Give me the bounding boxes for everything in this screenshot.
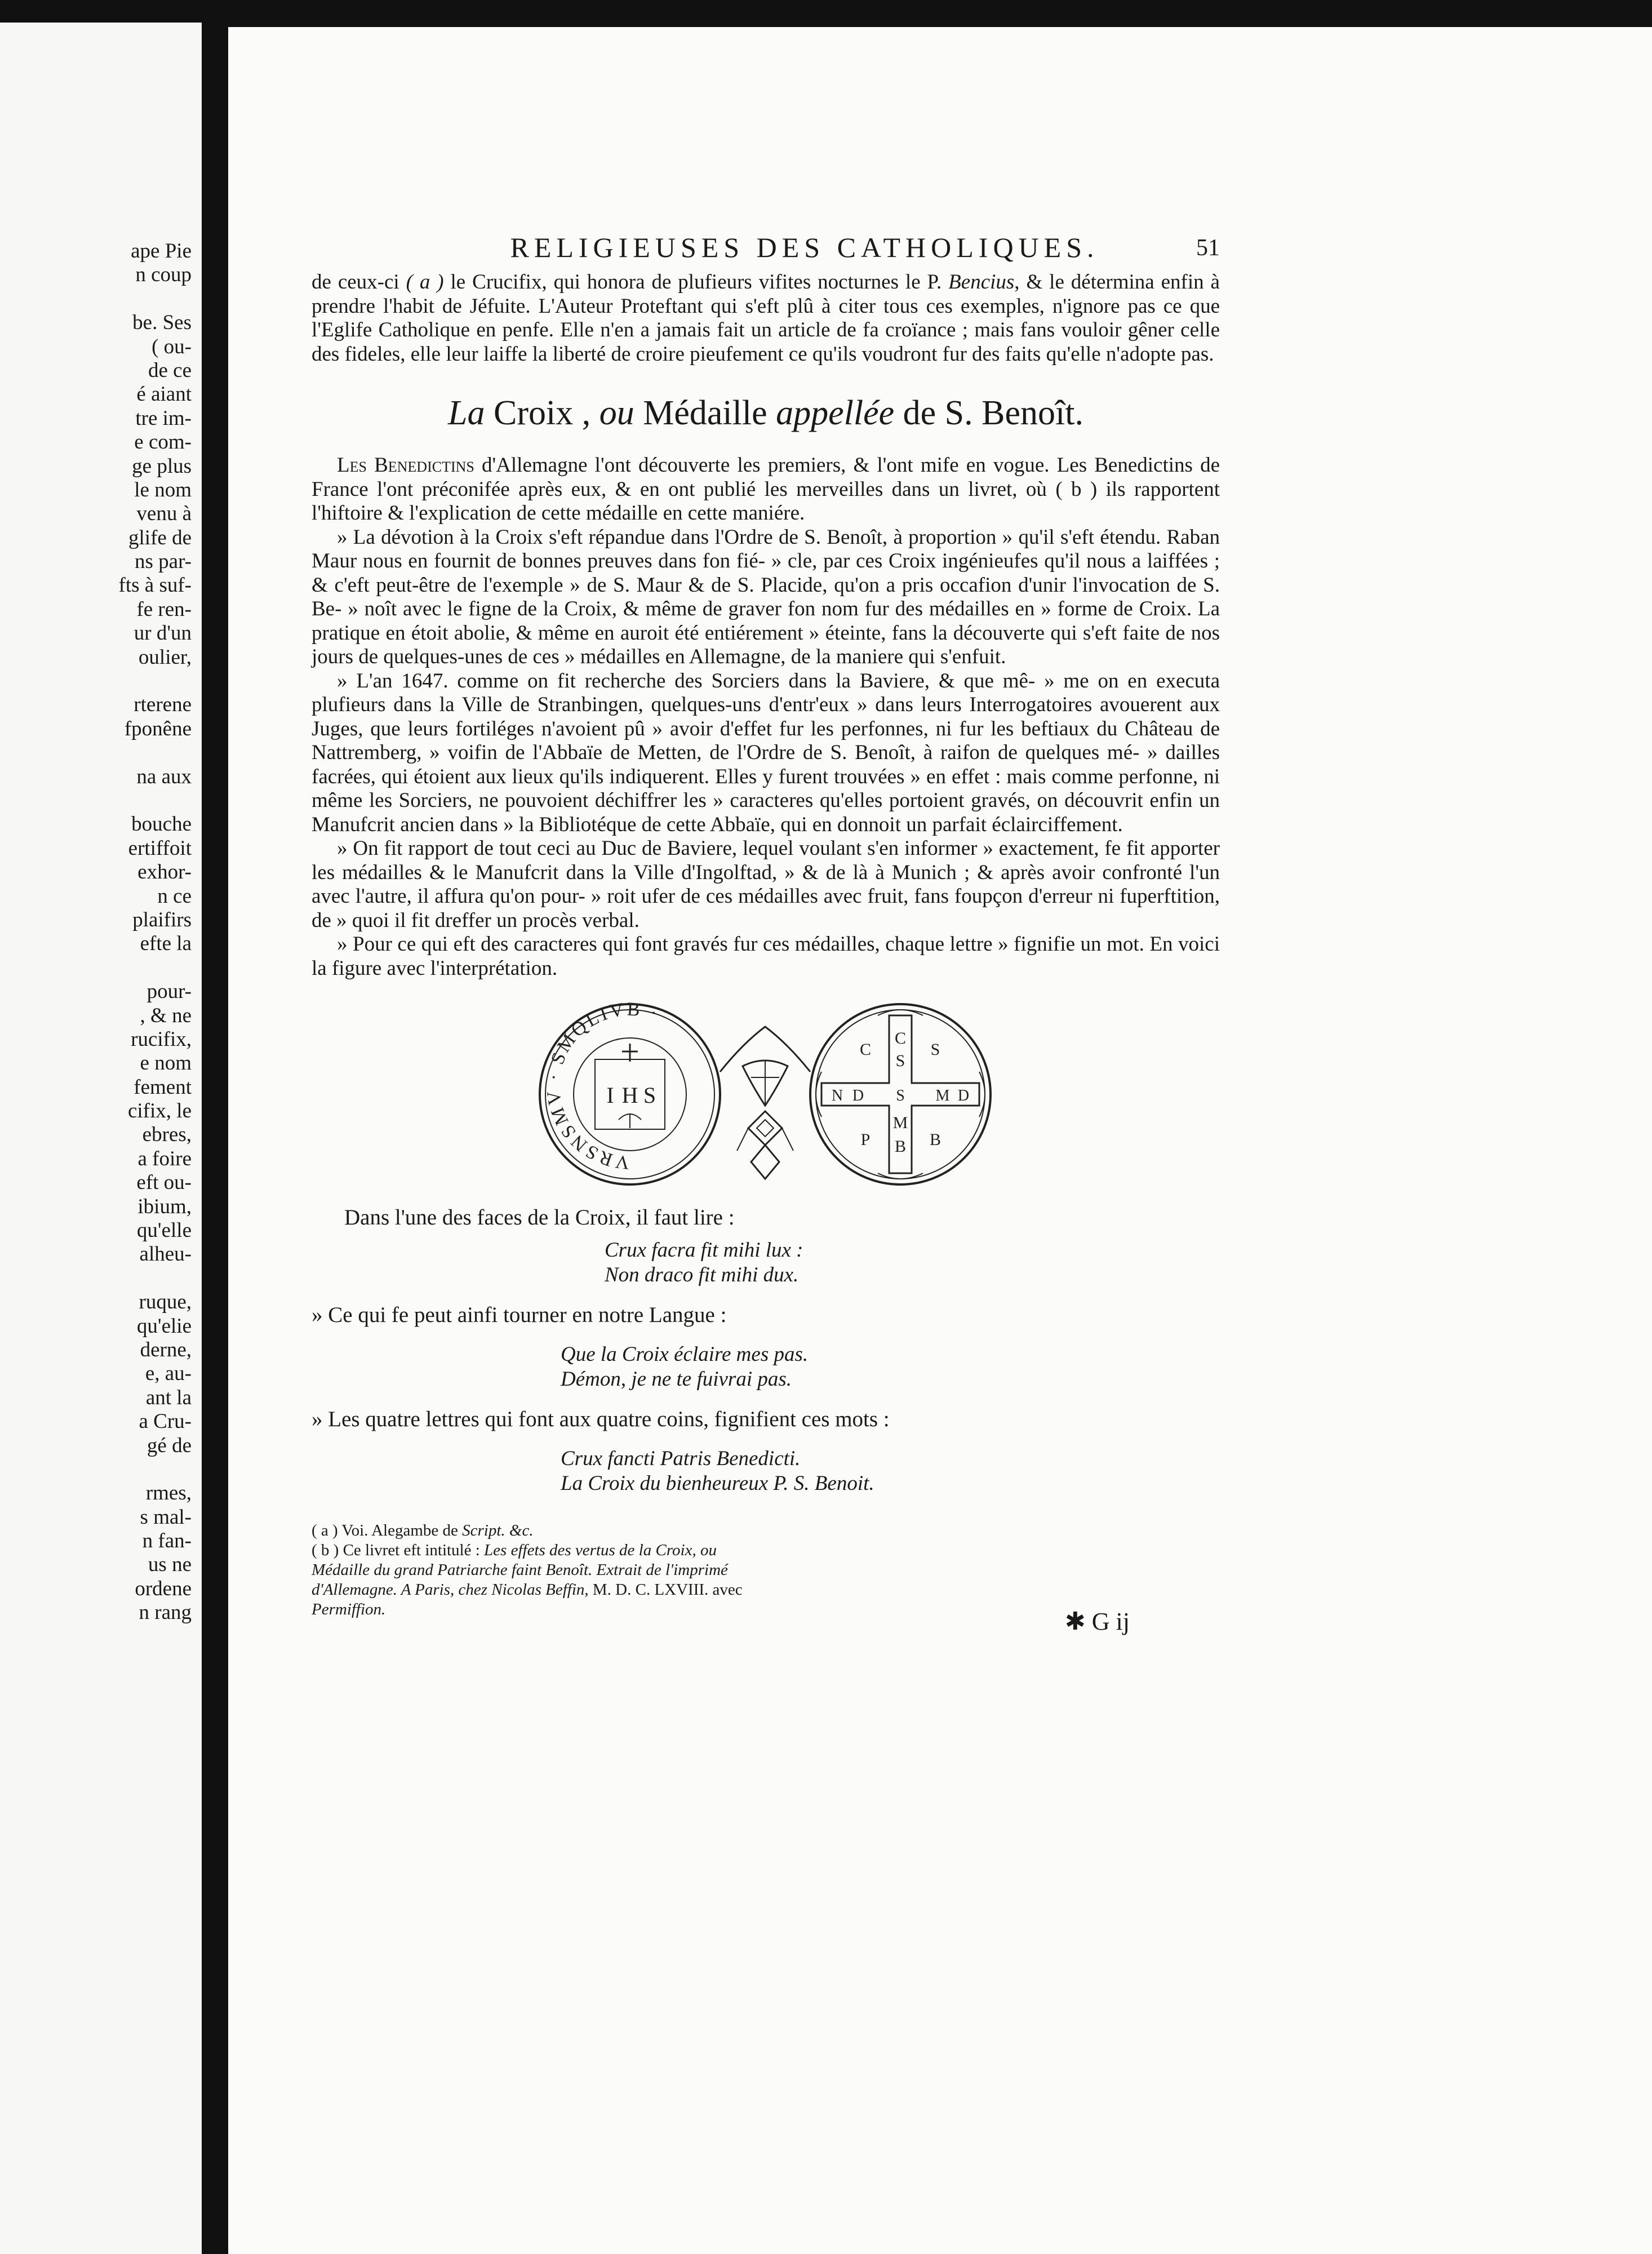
left-page-fragment: fement: [134, 1075, 192, 1099]
left-page-fragment: rucifix,: [131, 1027, 192, 1051]
left-page-fragment: fponêne: [124, 717, 192, 740]
paragraph-1-text: d'Allemagne l'ont découverte les premiers, & l'ont mife en vogue. Les Benedictins de France l'ont préconifée après eux, & en ont publié les merveilles dans un livret, où ( b ) ils rapportent l'hiftoire & l'explication de cette médaille en cette maniére.: [312, 454, 1220, 525]
footnote-b-permission: Permiffion.: [312, 1600, 386, 1618]
left-page-fragment: [11, 956, 192, 980]
front-rim-inscription: VRSNSMV · SMQLIVB ·: [543, 999, 663, 1173]
left-page-fragment: , & ne: [140, 1004, 192, 1027]
front-letter-h: H: [621, 1082, 638, 1108]
left-page-fragment: [11, 1458, 192, 1481]
back-bar-letter-3: S: [896, 1087, 905, 1104]
left-page-fragment: ebres,: [142, 1123, 192, 1147]
back-bar-letter-4: M: [935, 1087, 950, 1104]
section-title: [312, 393, 1220, 433]
left-page-fragment: n coup: [135, 263, 192, 287]
reading-intro-2: » Ce qui fe peut ainfi tourner en notre Langue :: [312, 1303, 727, 1327]
left-page-fragment: [11, 287, 192, 311]
left-page-fragment: s mal-: [140, 1505, 192, 1529]
left-page-fragment: ge plus: [132, 454, 192, 478]
paragraph-benedictins: [312, 454, 1220, 526]
left-page-fragment: n ce: [157, 884, 192, 908]
back-cross-letter-4: M: [892, 1113, 908, 1132]
footnotes: [312, 1521, 1220, 1635]
left-page-fragment: ordene: [135, 1577, 192, 1600]
left-page-fragment: efte la: [140, 932, 192, 956]
left-page-fragment: ant la: [145, 1386, 192, 1409]
left-page-fragment: n fan-: [142, 1529, 192, 1553]
page-content: [312, 231, 1220, 1635]
left-page-text-fragments: [11, 239, 192, 1625]
signature-mark: ✱ G ij: [1064, 1608, 1130, 1635]
back-corner-b: B: [929, 1130, 942, 1149]
left-page-fragment: glife de: [128, 526, 192, 549]
left-page-fragment: exhor-: [137, 860, 192, 884]
left-page-fragment: us ne: [148, 1553, 192, 1577]
reading-intro-1: Dans l'une des faces de la Croix, il faut lire :: [344, 1205, 735, 1230]
left-page-fragment: gé de: [146, 1434, 192, 1457]
left-page-fragment: be. Ses: [132, 311, 192, 335]
front-letter-s: S: [643, 1082, 656, 1108]
left-page-fragment: venu à: [136, 502, 192, 526]
left-page-fragment: e nom: [140, 1051, 192, 1075]
footnote-a-mark: ( a ): [312, 1521, 338, 1539]
left-page-fragment: e com-: [134, 431, 192, 454]
footnote-b: [312, 1541, 754, 1619]
paragraph-devotion: » La dévotion à la Croix s'eft répandue dans l'Ordre de S. Benoît, à proportion » qu'il s'eft étendu. Raban Maur nous en fournit de bonnes preuves dans fon fié- » cle, par ces Croix ingénieufes qu'il nous a laiffées ; & c'eft peut-être de l'exemple » de S. Maur & de S. Placide, qu'on a pris occafion d'unir l'invocation de S. Be- » noît avec le figne de la Croix, & même de graver fon nom fur des médailles en » forme de Croix. La pratique en étoit abolie, & même en auroit été entiérement » éteinte, fans la découverte qui s'eft faite de nos jours de quelques-unes de ces » médailles en Allemagne, de la maniere qui s'enfuit.: [312, 525, 1220, 668]
main-page: [228, 27, 1652, 2254]
footnote-b-mark: ( b ): [312, 1541, 339, 1559]
left-page-fragment: a foire: [137, 1147, 192, 1170]
footnote-a-text: Voi. Alegambe de: [337, 1521, 463, 1539]
back-cross-letter-1: C: [894, 1029, 907, 1048]
latin-verse-2: Non draco fit mihi dux.: [605, 1263, 799, 1286]
note-mark-a: ( a ): [406, 270, 444, 294]
footnote-a: [312, 1521, 754, 1541]
back-corner-c: C: [859, 1040, 872, 1059]
corner-meaning-block: [561, 1447, 1220, 1496]
left-page-fragment: alheu-: [139, 1243, 192, 1266]
left-page-fragment: ur d'un: [134, 622, 192, 645]
left-page-fragment: [11, 741, 192, 765]
page-number: 51: [1196, 235, 1220, 261]
title-medaille: Médaille: [634, 394, 776, 432]
paragraph-duc-baviere: » On fit rapport de tout ceci au Duc de Baviere, lequel voulant s'en informer » exactement, fe fit apporter les médailles & le Manufcrit dans la Ville d'Ingolftad, » & de là à Munich ; & après avoir confronté l'un avec l'autre, il affura qu'on pour- » roit ufer de ces médailles avec fruit, fans foupçon d'erreur ni fuperftition, de » quoi il fit dreffer un procès verbal.: [312, 837, 1220, 932]
left-page-fragment: rmes,: [145, 1481, 192, 1505]
intro-text-mid: le Crucifix, qui honora de plufieurs vifites nocturnes le P.: [443, 270, 949, 294]
french-verse-block: [561, 1342, 1220, 1392]
back-bar-letter-5: D: [957, 1087, 970, 1104]
title-la: La: [448, 394, 485, 432]
left-page-fragment: tre im-: [135, 406, 192, 430]
left-page-fragment: le nom: [134, 478, 192, 502]
left-page-fragment: ertiffoit: [128, 836, 192, 860]
left-page-fragment: e, au-: [145, 1362, 192, 1386]
medal-figure: [312, 993, 1220, 1196]
left-page-fragment: ape Pie: [131, 239, 192, 263]
footnote-b-text: Ce livret eft intitulé :: [339, 1541, 485, 1559]
left-page-fragment: ruque,: [139, 1290, 192, 1314]
intro-paragraph: [312, 270, 1220, 366]
footnotes-left-column: [312, 1521, 754, 1619]
back-corner-s: S: [930, 1040, 940, 1059]
left-page-fragment: fts à suf-: [118, 574, 192, 597]
left-facing-page: [0, 23, 202, 2254]
french-verse-1: Que la Croix éclaire mes pas.: [561, 1343, 809, 1366]
running-title: RELIGIEUSES DES CATHOLIQUES.: [510, 232, 1099, 263]
title-croix: Croix ,: [485, 394, 599, 432]
front-letter-i: I: [606, 1082, 614, 1108]
left-page-fragment: de ce: [148, 358, 192, 382]
corner-french: La Croix du bienheureux P. S. Benoit.: [561, 1472, 874, 1495]
paragraph-caracteres: » Pour ce qui eft des caracteres qui font gravés fur ces médailles, chaque lettre » fignifie un mot. En voici la figure avec l'interprétation.: [312, 933, 1220, 980]
title-ou: ou: [599, 394, 634, 432]
left-page-fragment: derne,: [140, 1338, 192, 1361]
left-page-fragment: eft ou-: [136, 1171, 192, 1195]
corner-latin: Crux fancti Patris Benedicti.: [561, 1447, 801, 1470]
title-appellee: appellée: [776, 394, 895, 432]
left-page-fragment: oulier,: [138, 645, 192, 669]
left-page-fragment: plaifirs: [132, 908, 192, 931]
name-bencius: Bencius: [948, 270, 1015, 294]
paragraph-1647: » L'an 1647. comme on fit recherche des Sorciers dans la Baviere, & que mê- » me on en executa plufieurs dans la Ville de Stranbingen, quelques-uns d'entr'eux » dans leurs Interrogatoires avouerent aux Juges, que leurs fortiléges n'avoient pû » avoir d'effet fur les perfonnes, ni fur les beftiaux du Château de Nattremberg, » voifin de l'Abbaïe de Metten, de l'Ordre de S. Benoît, à raifon de quelques mé- » dailles facrées, qui étoient aux lieux qu'ils indiquerent. Elles y furent trouvées » en effet : mais comme perfonne, ni même les Sorciers, ne pouvoient déchiffrer les » caracteres qu'elles portoient gravés, on découvrit enfin un Manufcrit ancien dans » la Bibliotéque de cette Abbaïe, qui en donnoit un parfait éclairciffement.: [312, 669, 1220, 836]
left-page-fragment: pour-: [146, 980, 192, 1004]
medal-back: [810, 1004, 991, 1184]
left-page-fragment: ( ou-: [152, 335, 192, 358]
footnote-b-tail: M. D. C. LXVIII. avec: [588, 1581, 743, 1599]
left-page-fragment: [11, 789, 192, 813]
book-spine: [202, 0, 228, 2254]
french-verse-2: Démon, je ne te fuivrai pas.: [561, 1368, 792, 1391]
left-page-fragment: [11, 1267, 192, 1290]
latin-verse-1: Crux facra fit mihi lux :: [605, 1239, 803, 1262]
medal-ornament: [720, 1027, 810, 1179]
medal-front: [540, 999, 720, 1184]
back-bar-letter-2: D: [852, 1087, 864, 1104]
title-benoit: de S. Benoît.: [894, 394, 1083, 432]
left-page-fragment: qu'elie: [136, 1314, 192, 1338]
intro-text: de ceux-ci: [312, 270, 406, 294]
footnote-b-italic: Les effets des vertus de la Croix, ou Médaille du grand Patriarche faint Benoît. Extrait de l'imprimé d'Allemagne. A Paris, chez Nicolas Beffin,: [312, 1541, 728, 1599]
back-corner-p: P: [860, 1130, 871, 1149]
footnote-a-italic: Script. &c.: [462, 1521, 534, 1539]
reading-intro-3: » Les quatre lettres qui font aux quatre coins, fignifient ces mots :: [312, 1407, 890, 1431]
left-page-fragment: ns par-: [135, 550, 192, 574]
left-page-fragment: na aux: [136, 765, 192, 788]
lead-benedictins: Les Benedictins: [337, 454, 474, 477]
back-cross-letter-5: B: [894, 1137, 907, 1156]
left-page-fragment: é aiant: [136, 383, 192, 406]
intro-text-end: , & le détermina enfin à prendre l'habit de Jéfuite. L'Auteur Proteftant qui s'eft plû à citer tous ces exemples, n'ignore pas ce que l'Eglife Catholique en penfe. Elle n'en a jamais fait un article de fa croïance ; mais fans vouloir gêner celle des fideles, elle leur laiffe la liberté de croire pieufement ce qu'ils voudront fur des faits qu'elle n'adopte pas.: [312, 270, 1220, 366]
left-page-fragment: rterene: [134, 693, 192, 717]
latin-verse-block: [605, 1238, 1220, 1288]
back-bar-letter-1: N: [831, 1087, 843, 1104]
left-page-fragment: fe ren-: [136, 597, 192, 621]
left-page-fragment: a Cru-: [139, 1410, 192, 1434]
left-page-fragment: cifix, le: [127, 1099, 192, 1123]
left-page-fragment: qu'elle: [136, 1219, 192, 1243]
medal-illustration: [529, 993, 1002, 1196]
running-header: [312, 231, 1220, 270]
left-page-fragment: [11, 669, 192, 693]
left-page-fragment: ibium,: [137, 1195, 192, 1218]
left-page-fragment: bouche: [131, 813, 192, 836]
left-page-fragment: n rang: [139, 1601, 192, 1625]
back-cross-letter-2: S: [895, 1051, 905, 1070]
